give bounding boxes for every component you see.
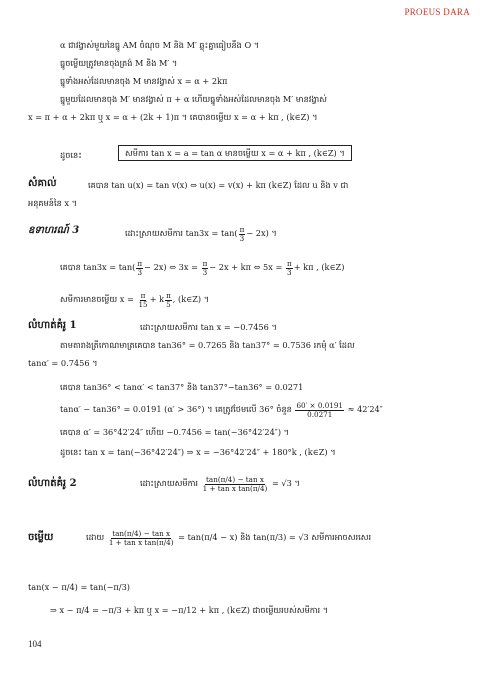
exercise-2-label: លំហាត់គំរូ 2 xyxy=(28,478,77,489)
exercise-1-statement: ដោះស្រាយសមីការ tan x = −0.7456 ។ xyxy=(140,322,277,332)
intro-line-2: ធ្នូចម្លើយត្រូវមានចុងត្រង់ M និង M′ ។ xyxy=(60,58,178,68)
page-number: 104 xyxy=(28,639,42,649)
intro-line-3: ធ្នូទាំងអស់ដែលមានចុង M មានវង្វាស់ x = α + 2kπ xyxy=(60,76,228,86)
remark-line-1: គេបាន tan u(x) = tan v(x) ⇔ u(x) = v(x) + kπ (k∈Z) ដែល u និង v ជា xyxy=(88,180,349,190)
answer-line-2: tan(x − π/4) = tan(−π/3) xyxy=(28,582,130,592)
answer-line-3: ⇒ x − π/4 = −π/3 + kπ ឬ x = −π/12 + kπ , (k∈Z) ជាចម្លើយរបស់សមីការ ។ xyxy=(50,605,329,615)
remark-line-2: អនុគមន៍នៃ x ។ xyxy=(28,198,78,208)
exercise-1-line-5: គេបាន α′ = 36°42′24″ ហើយ −0.7456 = tan(−36°42′24″) ។ xyxy=(60,427,290,437)
exercise-1-line-4: tanα′ − tan36° = 0.0191 (α′ > 36°) ។ គេត្រូវថែមលើ 36° ចំនួន $\frac{60' \times 0.0191}{0.0271}$ ≈ 42′24″ xyxy=(60,400,383,419)
answer-line-1: ដោយ $\frac{\text{tan(π/4) − tan x}}{\text{1 + tan x tan(π/4)}}$ = tan(π/4 − x) និង tan(π/3) = √3 សមីការអាចសរសេរ xyxy=(86,528,372,547)
exercise-1-line-2: tanα′ = 0.7456 ។ xyxy=(28,358,98,368)
exercise-1-label: លំហាត់គំរូ 1 xyxy=(28,320,77,331)
intro-line-5: x = π + α + 2kπ ឬ x = α + (2k + 1)π ។ គេបានចម្លើយ x = α + kπ , (k∈Z) ។ xyxy=(28,112,318,122)
example-3-label: ឧទាហរណ៍ 3 xyxy=(28,225,80,236)
exercise-1-line-3: គេបាន tan36° < tanα′ < tan37° និង tan37°−tan36° = 0.0271 xyxy=(60,382,304,392)
intro-line-1: α ជាវង្វាស់មួយនៃធ្នូ AM ចំណុច M និង M′ ឆ្លុះគ្នាធៀបនឹង O ។ xyxy=(60,40,260,50)
exercise-1-line-1: តាមតារាងត្រីកោណមាត្រគេបាន tan36° = 0.7265 និង tan37° = 0.7536 រកមុំ α′ ដែល xyxy=(60,340,355,350)
example-3-statement: ដោះស្រាយសមីការ tan3x = tan( $\frac{\pi}{3}$ − 2x) ។ xyxy=(125,224,277,243)
example-3-work: គេបាន tan3x = tan( $\frac{\pi}{3}$ − 2x) ⇔ 3x = $\frac{\pi}{3}$ − 2x + kπ ⇔ 5x = $\frac{\pi}{3}$ + kπ , (k∈Z) xyxy=(60,258,345,277)
page-header: PROEUS DARA xyxy=(404,7,470,17)
conclusion-label: ដូចនេះ xyxy=(60,150,82,160)
remark-label: សំគាល់ xyxy=(28,178,57,189)
answer-label: ចម្លើយ xyxy=(28,532,54,543)
exercise-2-statement: ដោះស្រាយសមីការ $\frac{\text{tan(π/4) − tan x}}{\text{1 + tan x tan(π/4)}}$ = √3 ។ xyxy=(140,474,300,493)
exercise-1-line-6: ដូចនេះ tan x = tan(−36°42′24″) ⇒ x = −36°42′24″ + 180°k , (k∈Z) ។ xyxy=(60,447,336,457)
conclusion-box: សមីការ tan x = a = tan α មានចម្លើយ x = α + kπ , (k∈Z) ។ xyxy=(118,145,352,161)
example-3-answer: សមីការមានចម្លើយ x = $\frac{\pi}{15}$ + k $\frac{\pi}{5}$ , (k∈Z) ។ xyxy=(60,290,210,309)
intro-line-4: ធ្នូមួយដែលមានចុង M′ មានវង្វាស់ π + α ហើយធ្នូទាំងអស់ដែលមានចុង M′ មានវង្វាស់ xyxy=(60,94,327,104)
